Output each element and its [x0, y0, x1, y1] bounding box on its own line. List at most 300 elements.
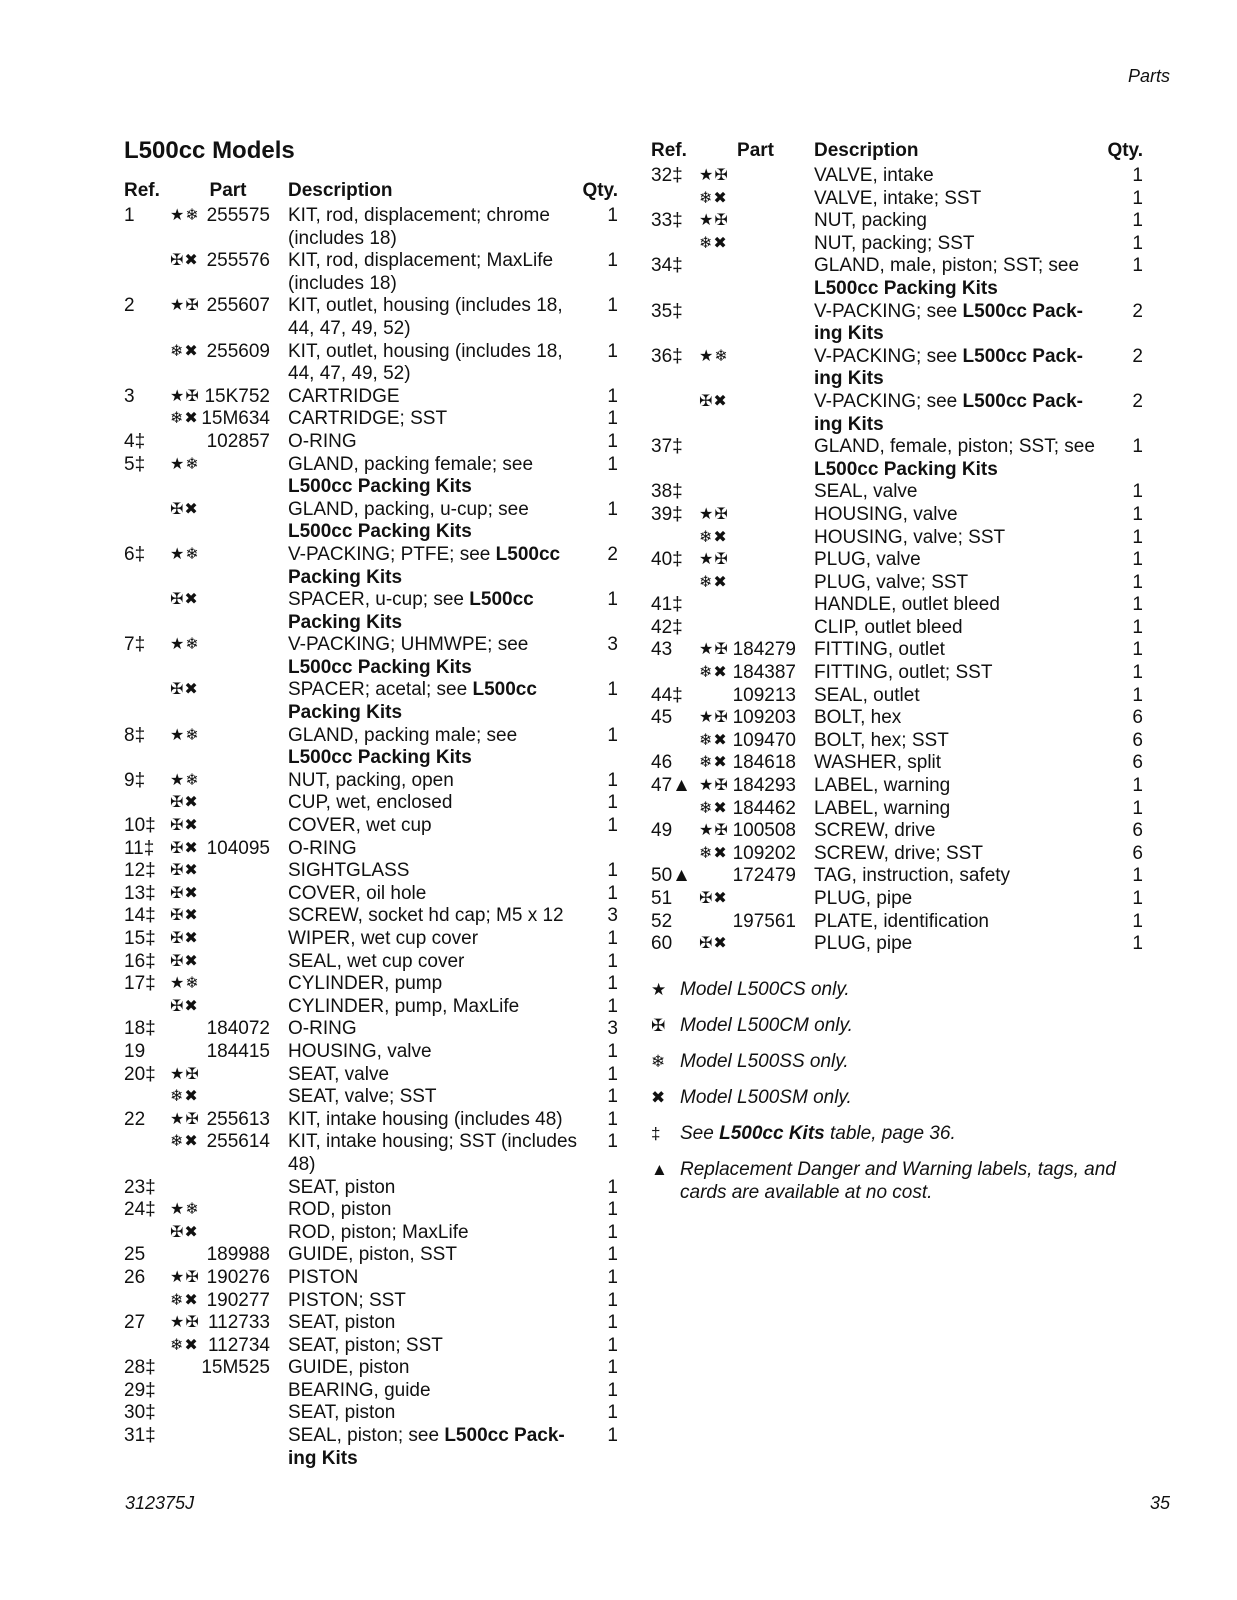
ref-cell: 32‡: [651, 165, 683, 186]
table-row: [651, 820, 1143, 843]
ref-cell: 43: [651, 639, 673, 661]
table-row: [651, 504, 1143, 527]
model-symbols-icon: ★✠: [699, 212, 729, 230]
description-cell: [814, 255, 1103, 300]
model-symbols-icon: ★✠: [699, 505, 729, 523]
footnote-symbol-icon: ✠: [651, 1015, 666, 1035]
part-cell: [697, 301, 814, 346]
table-row: [124, 589, 618, 634]
part-cell: [168, 1222, 288, 1245]
qty-cell: 1: [1132, 187, 1143, 209]
model-symbols-icon: ★❄: [170, 455, 200, 473]
part-cell: [697, 685, 814, 708]
part-cell: [697, 572, 814, 595]
ref-cell: 8‡: [124, 724, 146, 746]
description-text: GLAND, packing female; see: [288, 453, 534, 475]
description-text: PLUG, valve: [814, 549, 921, 571]
table-row: [651, 233, 1143, 256]
ref-cell: 49: [651, 820, 673, 842]
part-number: 197561: [732, 910, 796, 932]
qty-cell: 6: [1132, 842, 1143, 864]
table-header-row: [124, 180, 618, 205]
part-number: 184462: [732, 797, 796, 819]
qty-cell: 1: [1132, 865, 1143, 887]
col-header-ref: Ref.: [124, 180, 160, 201]
part-cell: [168, 544, 288, 589]
qty-cell: 1: [607, 1221, 618, 1243]
description-text: PLUG, pipe: [814, 933, 913, 955]
part-number: 255607: [206, 295, 270, 317]
qty-cell: 1: [607, 430, 618, 452]
part-cell: [168, 431, 288, 454]
ref-cell: 41‡: [651, 594, 683, 616]
description-text: V-PACKING; see: [814, 390, 958, 412]
part-number: 112733: [208, 1312, 270, 1334]
model-symbols-icon: ✠✖: [699, 890, 728, 907]
qty-cell: 1: [607, 1086, 618, 1108]
description-text: PISTON; SST: [288, 1289, 406, 1311]
part-cell: [697, 346, 814, 391]
table-row: [124, 634, 618, 679]
col-header-part: Part: [209, 180, 247, 201]
description-cell: [288, 544, 578, 589]
model-symbols-icon: ✠✖: [170, 862, 199, 880]
description-text: COVER, oil hole: [288, 882, 427, 904]
description-text: NUT, packing, open: [288, 769, 454, 791]
part-number: 109203: [732, 707, 796, 729]
part-cell: [697, 255, 814, 300]
description-cell: [288, 725, 578, 770]
ref-cell: [124, 679, 168, 724]
ref-cell: 36‡: [651, 345, 683, 367]
table-header-row: [651, 140, 1143, 165]
footnote: [651, 1050, 1146, 1073]
qty-cell: 1: [607, 792, 618, 814]
description-cell: [814, 617, 1103, 640]
part-cell: [168, 589, 288, 634]
table-row: [124, 973, 618, 996]
part-number: 112734: [208, 1334, 270, 1356]
description-cell: [288, 454, 578, 499]
description-text: SPACER; acetal; see: [288, 679, 468, 701]
description-text: V-PACKING; see: [814, 300, 958, 322]
part-number: 104095: [206, 837, 270, 859]
qty-cell: 1: [1132, 165, 1143, 186]
description-text: COVER, wet cup: [288, 815, 432, 837]
description-cell: [288, 1357, 578, 1380]
ref-cell: 3: [124, 385, 135, 407]
table-row: [651, 436, 1143, 481]
description-cell: [814, 820, 1103, 843]
table-row: [124, 815, 618, 838]
table-row: [124, 725, 618, 770]
part-number: 184293: [732, 775, 796, 797]
part-number: 190277: [206, 1289, 270, 1311]
table-row: [124, 928, 618, 951]
part-number: 255576: [206, 250, 270, 272]
footnote-symbol-icon: ★: [651, 979, 667, 999]
part-number: 184279: [732, 639, 796, 661]
description-text: BEARING, guide: [288, 1379, 431, 1401]
model-symbols-icon: ✠✖: [170, 794, 199, 812]
ref-cell: 39‡: [651, 503, 683, 525]
col-header-description: Description: [288, 180, 393, 201]
table-row: [651, 865, 1143, 888]
footnote-text-main: Model L500SM only.: [680, 1086, 852, 1108]
description-text: GLAND, female, piston; SST; see: [814, 436, 1095, 458]
ref-cell: 1: [124, 205, 135, 226]
ref-cell: 14‡: [124, 905, 156, 927]
ref-cell: 7‡: [124, 634, 146, 656]
description-cell: [814, 346, 1103, 391]
footnote: [651, 1086, 1146, 1109]
part-cell: [168, 1199, 288, 1222]
part-cell: [168, 1425, 288, 1470]
description-text: HOUSING, valve: [814, 503, 958, 525]
table-row: [124, 205, 618, 250]
part-cell: [168, 295, 288, 340]
qty-cell: 1: [607, 882, 618, 904]
ref-cell: [124, 1222, 168, 1245]
part-cell: [168, 1267, 288, 1290]
part-cell: [168, 951, 288, 974]
description-text: TAG, instruction, safety: [814, 865, 1011, 887]
model-symbols-icon: ★❄: [170, 975, 200, 993]
table-row: [124, 838, 618, 861]
ref-cell: 20‡: [124, 1063, 156, 1085]
description-cell: [288, 250, 578, 295]
description-text: WASHER, split: [814, 752, 942, 774]
description-cell: [288, 792, 578, 815]
description-cell: [814, 888, 1103, 911]
part-cell: [697, 233, 814, 256]
col-header-description: Description: [814, 140, 919, 161]
footnote: [651, 1158, 1146, 1204]
ref-cell: [651, 798, 697, 821]
ref-cell: 46: [651, 752, 673, 774]
part-number: 184387: [732, 662, 796, 684]
part-cell: [168, 386, 288, 409]
model-symbols-icon: ★✠: [699, 777, 729, 795]
qty-cell: 1: [1132, 594, 1143, 616]
part-number: 172479: [732, 865, 796, 887]
model-symbols-icon: ❄✖: [699, 754, 728, 772]
description-cell: [288, 205, 578, 250]
part-cell: [168, 883, 288, 906]
model-symbols-icon: ★✠: [699, 551, 729, 569]
description-cell: [288, 295, 578, 340]
description-cell: [288, 408, 578, 431]
ref-cell: [651, 233, 697, 256]
model-symbols-icon: ✠✖: [170, 817, 199, 835]
ref-cell: 29‡: [124, 1379, 156, 1401]
description-cell: [814, 210, 1103, 233]
ref-cell: [124, 589, 168, 634]
part-cell: [168, 634, 288, 679]
ref-cell: 13‡: [124, 882, 156, 904]
part-cell: [697, 798, 814, 821]
ref-cell: 22: [124, 1108, 146, 1130]
ref-cell: 24‡: [124, 1199, 156, 1221]
description-text: WIPER, wet cup cover: [288, 928, 479, 949]
qty-cell: 1: [607, 453, 618, 475]
qty-cell: 1: [1132, 503, 1143, 525]
description-text: V-PACKING; see: [814, 345, 958, 367]
part-cell: [697, 527, 814, 550]
ref-cell: 18‡: [124, 1018, 156, 1040]
table-row: [651, 843, 1143, 866]
parts-table-left: [124, 180, 618, 1470]
model-symbols-icon: ✠✖: [699, 392, 728, 410]
ref-cell: 33‡: [651, 210, 683, 232]
qty-cell: 1: [1132, 775, 1143, 797]
table-row: [124, 499, 618, 544]
footnote-text: [680, 1086, 1146, 1109]
table-row: [124, 1222, 618, 1245]
part-cell: [697, 594, 814, 617]
qty-cell: 3: [607, 634, 618, 656]
description-cell: [288, 928, 578, 951]
ref-cell: 37‡: [651, 436, 683, 458]
model-symbols-icon: ★✠: [699, 709, 729, 727]
description-text: PLUG, pipe: [814, 888, 913, 909]
table-row: [651, 775, 1143, 798]
part-cell: [697, 865, 814, 888]
table-row: [651, 752, 1143, 775]
qty-cell: 1: [607, 205, 618, 226]
table-row: [124, 454, 618, 499]
part-cell: [168, 815, 288, 838]
qty-cell: 1: [607, 385, 618, 407]
description-cell: [288, 770, 578, 793]
qty-cell: 1: [1132, 571, 1143, 593]
table-row: [651, 888, 1143, 911]
part-cell: [697, 504, 814, 527]
table-row: [651, 165, 1143, 188]
part-number: 102857: [206, 430, 270, 452]
description-text: GUIDE, piston: [288, 1357, 410, 1379]
ref-cell: 47▲: [651, 775, 691, 797]
part-cell: [168, 1380, 288, 1403]
model-symbols-icon: ★✠: [170, 1268, 200, 1286]
description-text: HOUSING, valve; SST: [814, 526, 1006, 548]
description-reference: L500cc Pack-ing Kits: [814, 345, 1083, 390]
table-row: [651, 549, 1143, 572]
description-text: GLAND, packing male; see: [288, 724, 518, 746]
part-number: 15K752: [204, 385, 270, 407]
footnote-symbol-icon: ▲: [651, 1159, 668, 1179]
model-symbols-icon: ✠✖: [170, 252, 199, 270]
description-reference: L500cc Packing Kits: [288, 543, 561, 588]
table-row: [651, 481, 1143, 504]
part-cell: [697, 662, 814, 685]
description-cell: [288, 1244, 578, 1267]
model-symbols-icon: ❄✖: [170, 1291, 199, 1309]
right-column: [651, 140, 1146, 1217]
description-text: GUIDE, piston, SST: [288, 1244, 457, 1266]
description-cell: [814, 707, 1103, 730]
description-text: CUP, wet, enclosed: [288, 792, 453, 814]
part-number: 109470: [732, 729, 796, 751]
qty-cell: 3: [607, 905, 618, 927]
description-cell: [288, 1312, 578, 1335]
qty-cell: 6: [1132, 752, 1143, 774]
ref-cell: 60: [651, 933, 673, 955]
ref-cell: [651, 188, 697, 211]
footnote-reference: L500cc Kits: [719, 1122, 825, 1144]
ref-cell: 2: [124, 295, 135, 317]
model-symbols-icon: ✠✖: [170, 884, 199, 902]
description-cell: [288, 1018, 578, 1041]
model-symbols-icon: ❄✖: [699, 528, 728, 546]
model-symbols-icon: ❄✖: [699, 664, 728, 682]
table-row: [651, 188, 1143, 211]
qty-cell: 1: [607, 973, 618, 995]
description-text: SEAT, piston; SST: [288, 1334, 443, 1356]
table-row: [651, 301, 1143, 346]
part-cell: [168, 341, 288, 386]
description-cell: [814, 301, 1103, 346]
description-reference: L500cc Packing Kits: [814, 458, 998, 480]
qty-cell: 1: [1132, 639, 1143, 661]
description-text: VALVE, intake: [814, 165, 934, 186]
part-cell: [697, 165, 814, 188]
description-text: HOUSING, valve: [288, 1040, 432, 1062]
col-header-part: Part: [737, 140, 774, 161]
description-text: GLAND, male, piston; SST; see: [814, 255, 1080, 277]
qty-cell: 1: [607, 679, 618, 701]
table-row: [651, 617, 1143, 640]
description-text: NUT, packing: [814, 210, 927, 232]
part-cell: [168, 996, 288, 1019]
table-row: [651, 210, 1143, 233]
description-cell: [288, 679, 578, 724]
table-row: [124, 792, 618, 815]
footnote-symbol-icon: ❄: [651, 1051, 666, 1071]
qty-cell: 3: [607, 1018, 618, 1040]
description-text: GLAND, packing, u-cup; see: [288, 498, 529, 520]
description-cell: [288, 499, 578, 544]
ref-cell: 27: [124, 1312, 146, 1334]
doc-number: 312375J: [125, 1493, 195, 1513]
table-row: [651, 391, 1143, 436]
table-row: [651, 572, 1143, 595]
ref-cell: 4‡: [124, 430, 146, 452]
model-symbols-icon: ✠✖: [170, 591, 199, 609]
part-number: 255609: [206, 340, 270, 362]
ref-cell: 19: [124, 1040, 146, 1062]
description-text: PLATE, identification: [814, 910, 989, 932]
table-row: [124, 1244, 618, 1267]
table-row: [124, 295, 618, 340]
table-row: [651, 639, 1143, 662]
qty-cell: 1: [1132, 232, 1143, 254]
part-number: 15M634: [201, 408, 270, 430]
part-cell: [697, 888, 814, 911]
footnotes: [651, 978, 1146, 1204]
ref-cell: 38‡: [651, 481, 683, 503]
description-text: SCREW, drive: [814, 820, 936, 842]
ref-cell: [124, 250, 168, 295]
part-cell: [697, 820, 814, 843]
description-text: O-RING: [288, 1018, 357, 1040]
part-number: 184618: [732, 752, 796, 774]
model-symbols-icon: ❄✖: [170, 342, 199, 360]
table-row: [124, 431, 618, 454]
description-cell: [814, 549, 1103, 572]
table-row: [124, 1312, 618, 1335]
part-cell: [697, 639, 814, 662]
ref-cell: [124, 996, 168, 1019]
table-row: [124, 1086, 618, 1109]
qty-cell: 1: [607, 1040, 618, 1062]
part-number: 184415: [206, 1040, 270, 1062]
ref-cell: [651, 662, 697, 685]
ref-cell: [124, 792, 168, 815]
description-text: SPACER, u-cup; see: [288, 589, 465, 611]
part-number: 255614: [206, 1131, 270, 1153]
ref-cell: [651, 391, 697, 436]
description-cell: [814, 730, 1103, 753]
description-reference: L500cc Pack-ing Kits: [288, 1425, 565, 1469]
model-symbols-icon: ❄✖: [699, 731, 728, 749]
qty-cell: 1: [607, 769, 618, 791]
description-cell: [288, 905, 578, 928]
qty-cell: 1: [1132, 481, 1143, 503]
description-cell: [814, 685, 1103, 708]
model-symbols-icon: ❄✖: [170, 1133, 199, 1151]
description-cell: [814, 775, 1103, 798]
table-row: [124, 951, 618, 974]
description-text: SEAT, valve: [288, 1063, 390, 1085]
description-text: O-RING: [288, 837, 357, 859]
model-symbols-icon: ✠✖: [170, 997, 199, 1015]
description-cell: [288, 838, 578, 861]
model-symbols-icon: ✠✖: [170, 500, 199, 518]
qty-cell: 1: [1132, 933, 1143, 955]
qty-cell: 1: [607, 498, 618, 520]
description-text: CARTRIDGE; SST: [288, 408, 448, 430]
part-cell: [697, 481, 814, 504]
qty-cell: 1: [607, 589, 618, 611]
qty-cell: 2: [1132, 390, 1143, 412]
qty-cell: 1: [607, 1312, 618, 1334]
description-cell: [814, 504, 1103, 527]
part-cell: [168, 1109, 288, 1132]
ref-cell: 40‡: [651, 549, 683, 571]
description-cell: [814, 572, 1103, 595]
qty-cell: 1: [607, 1334, 618, 1356]
description-text: SEAT, piston: [288, 1176, 396, 1198]
description-cell: [814, 843, 1103, 866]
table-row: [651, 527, 1143, 550]
description-reference: L500cc Packing Kits: [288, 476, 472, 498]
part-cell: [697, 843, 814, 866]
description-text: KIT, intake housing; SST (includes 48): [288, 1131, 578, 1175]
table-body: [651, 165, 1143, 956]
model-symbols-icon: ★✠: [170, 1065, 200, 1083]
description-text: BOLT, hex: [814, 707, 902, 729]
model-symbols-icon: ★❄: [699, 347, 729, 365]
description-text: SIGHTGLASS: [288, 860, 410, 882]
qty-cell: 1: [607, 950, 618, 972]
part-cell: [697, 210, 814, 233]
part-cell: [168, 1177, 288, 1200]
description-text: KIT, rod, displacement; MaxLife (includes 18): [288, 250, 554, 294]
part-cell: [168, 1335, 288, 1358]
col-header-qty: Qty.: [1107, 140, 1143, 161]
table-row: [124, 860, 618, 883]
